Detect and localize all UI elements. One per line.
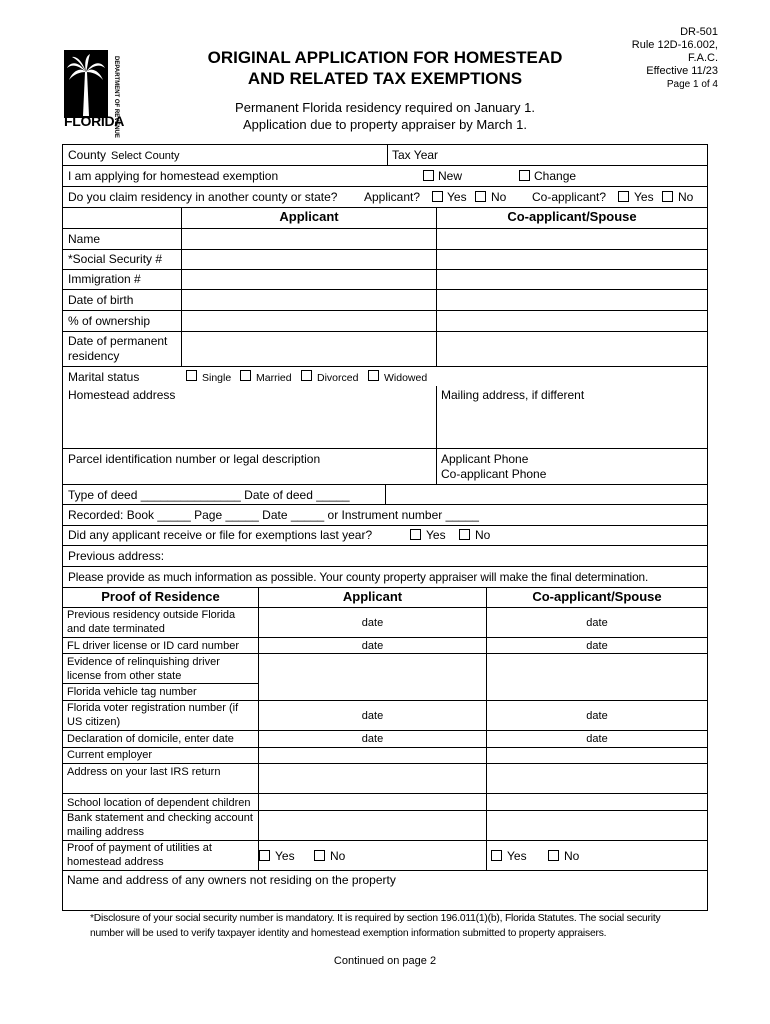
proof-date: date	[361, 710, 384, 722]
form-number: DR-501	[680, 26, 718, 38]
row-ownership: % of ownership	[68, 314, 151, 328]
logo-dept-text: DEPARTMENT OF REVENUE	[113, 56, 119, 138]
row-immigration: Immigration #	[68, 272, 141, 286]
utilities-applicant-yes-checkbox[interactable]	[259, 850, 270, 861]
owners-label: Name and address of any owners not residing on the property	[67, 873, 396, 887]
coapplicant-phone-label: Co-applicant Phone	[441, 467, 547, 481]
applicant-q-label: Applicant?	[364, 190, 421, 204]
exempt-yes-checkbox[interactable]	[410, 529, 421, 540]
logo-state-text: FLORIDA	[64, 113, 125, 129]
applicant-ownership-field[interactable]	[183, 311, 435, 330]
proof-row-school: School location of dependent children	[67, 797, 251, 809]
form-rule: Rule 12D-16.002,	[631, 39, 718, 51]
proof-date: date	[361, 617, 384, 629]
proof-row-utilities: Proof of payment of utilities at homestead address	[67, 842, 212, 868]
proof-date: date	[586, 640, 608, 652]
proof-row-previous-residency: Previous residency outside Florida and date terminated	[67, 609, 236, 635]
marital-label: Marital status	[68, 370, 140, 384]
proof-date: date	[586, 710, 608, 722]
row-name: Name	[68, 232, 101, 246]
form-effective: Effective 11/23	[646, 65, 718, 77]
change-label: Change	[534, 169, 577, 183]
single-checkbox[interactable]	[186, 370, 197, 381]
col-proof: Proof of Residence	[101, 589, 220, 604]
form-title-line1: ORIGINAL APPLICATION FOR HOMESTEAD	[207, 48, 563, 67]
residency-note: Permanent Florida residency required on January 1.	[235, 100, 535, 115]
mailing-address-label: Mailing address, if different	[441, 388, 585, 402]
married-label: Married	[256, 372, 292, 384]
exemptions-question: Did any applicant receive or file for exemptions last year?	[68, 528, 373, 542]
deed-type-row: Type of deed _______________ Date of deed _____	[68, 488, 350, 502]
form-fac: F.A.C.	[688, 52, 718, 64]
divorced-checkbox[interactable]	[301, 370, 312, 381]
homestead-address-field[interactable]	[64, 404, 434, 446]
applicant-ssn-field[interactable]	[183, 250, 435, 268]
exempt-no-label: No	[475, 528, 491, 542]
florida-dor-logo	[64, 50, 125, 138]
previous-address-label: Previous address:	[68, 549, 165, 563]
coapplicant-no-checkbox[interactable]	[662, 191, 673, 202]
change-checkbox[interactable]	[519, 170, 530, 181]
parcel-label: Parcel identification number or legal description	[68, 452, 321, 466]
proof-date: date	[361, 640, 384, 652]
proof-date: date	[586, 617, 608, 629]
continued-note: Continued on page 2	[333, 955, 437, 967]
proof-note: Please provide as much information as possible. Your county property appraiser will make the final determination.	[68, 570, 649, 584]
applying-label: I am applying for homestead exemption	[68, 169, 279, 183]
applicant-dob-field[interactable]	[183, 290, 435, 309]
proof-date: date	[586, 733, 608, 745]
residency-question: Do you claim residency in another county or state?	[68, 190, 338, 204]
exempt-no-checkbox[interactable]	[459, 529, 470, 540]
form-title-line2: AND RELATED TAX EXEMPTIONS	[247, 69, 523, 88]
col-coapplicant: Co-applicant/Spouse	[507, 209, 637, 224]
col-proof-coapplicant: Co-applicant/Spouse	[532, 589, 662, 604]
coapplicant-dob-field[interactable]	[438, 290, 706, 309]
applicant-no-label: No	[491, 190, 507, 204]
exempt-yes-label: Yes	[426, 528, 446, 542]
applicant-phone-label: Applicant Phone	[441, 452, 529, 466]
homestead-address-label: Homestead address	[68, 388, 176, 402]
utilities-coapplicant-no-label: No	[564, 849, 580, 863]
utilities-applicant-no-label: No	[330, 849, 346, 863]
widowed-label: Widowed	[384, 372, 428, 384]
coapplicant-ssn-field[interactable]	[438, 250, 706, 268]
married-checkbox[interactable]	[240, 370, 251, 381]
new-label: New	[438, 169, 463, 183]
proof-row-relinquish: Evidence of relinquishing driver license from other state	[67, 656, 220, 682]
new-checkbox[interactable]	[423, 170, 434, 181]
coapplicant-no-label: No	[678, 190, 694, 204]
page-number: Page 1 of 4	[666, 79, 718, 90]
applicant-yes-checkbox[interactable]	[432, 191, 443, 202]
coapplicant-residency-field[interactable]	[438, 332, 706, 365]
palm-tree-icon	[64, 50, 108, 118]
col-applicant: Applicant	[279, 209, 339, 224]
coapplicant-yes-label: Yes	[634, 190, 654, 204]
proof-row-voter: Florida voter registration number (if US citizen)	[67, 702, 239, 728]
proof-row-irs: Address on your last IRS return	[67, 766, 221, 778]
proof-row-bank: Bank statement and checking account mailing address	[67, 812, 253, 838]
proof-row-employer: Current employer	[67, 749, 152, 761]
due-date-note: Application due to property appraiser by March 1.	[243, 117, 527, 132]
single-label: Single	[202, 372, 232, 384]
coapplicant-yes-checkbox[interactable]	[618, 191, 629, 202]
county-select[interactable]: Select County	[111, 150, 180, 162]
proof-row-vehicle-tag: Florida vehicle tag number	[67, 686, 197, 698]
county-label: County	[68, 148, 107, 162]
disclosure-line1: *Disclosure of your social security number is mandatory. It is required by section 196.011(1)(b), Florida Statutes. The social security	[90, 913, 661, 924]
row-residency-2: residency	[68, 349, 120, 363]
recorded-row: Recorded: Book _____ Page _____ Date _____ or Instrument number _____	[68, 508, 479, 522]
applicant-name-field[interactable]	[183, 229, 435, 248]
row-dob: Date of birth	[68, 293, 134, 307]
utilities-applicant-no-checkbox[interactable]	[314, 850, 325, 861]
proof-row-domicile: Declaration of domicile, enter date	[67, 733, 234, 745]
utilities-coapplicant-yes-checkbox[interactable]	[491, 850, 502, 861]
coapplicant-immigration-field[interactable]	[438, 270, 706, 288]
disclosure-line2: number will be used to verify taxpayer identity and homestead exemption information submitted to property appraisers.	[90, 928, 607, 939]
proof-date: date	[361, 733, 384, 745]
coapplicant-name-field[interactable]	[438, 229, 706, 248]
applicant-no-checkbox[interactable]	[475, 191, 486, 202]
mailing-address-field[interactable]	[438, 404, 706, 446]
applicant-residency-field[interactable]	[183, 332, 435, 365]
proof-row-driver-license: FL driver license or ID card number	[67, 640, 239, 652]
widowed-checkbox[interactable]	[368, 370, 379, 381]
divorced-label: Divorced	[317, 372, 359, 384]
col-proof-applicant: Applicant	[342, 589, 403, 604]
row-ssn: *Social Security #	[68, 252, 163, 266]
applicant-immigration-field[interactable]	[183, 270, 435, 288]
utilities-coapplicant-no-checkbox[interactable]	[548, 850, 559, 861]
utilities-coapplicant-yes-label: Yes	[507, 849, 527, 863]
coapplicant-ownership-field[interactable]	[438, 311, 706, 330]
row-residency-1: Date of permanent	[68, 334, 168, 348]
tax-year-label: Tax Year	[392, 148, 439, 162]
utilities-applicant-yes-label: Yes	[275, 849, 295, 863]
applicant-yes-label: Yes	[447, 190, 467, 204]
coapplicant-q-label: Co-applicant?	[532, 190, 607, 204]
